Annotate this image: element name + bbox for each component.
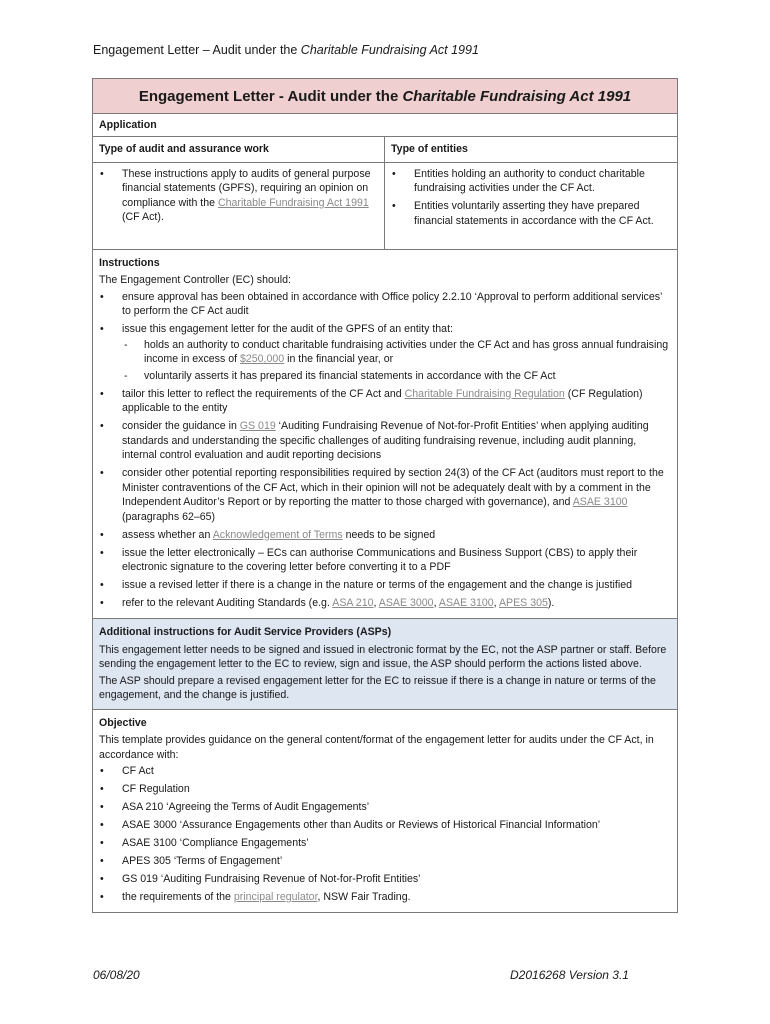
threshold-link[interactable]: $250,000: [239, 353, 285, 365]
objective-item: • ASAE 3100 ‘Compliance Engagements’: [99, 836, 671, 851]
entity-type-column: [385, 137, 677, 249]
header-text: Engagement Letter – Audit under the: [93, 43, 301, 57]
instruction-item: • issue a revised letter if there is a change in the nature or terms of the engagement and the change is justified: [99, 578, 671, 593]
text: ‘Auditing Fundraising Revenue of Not-for-Profit Entities’ when applying auditing standards and understanding the specific challenges of auditing fundraising revenue, including audit planning, internal control evaluation and audit reporting decisions: [122, 420, 649, 461]
instruction-item: [99, 387, 671, 416]
instructions-section: [93, 250, 677, 620]
text: (CF Regulation) applicable to the entity: [122, 387, 643, 414]
text: ,: [493, 597, 499, 609]
objective-item: • ASA 210 ‘Agreeing the Terms of Audit Engagements’: [99, 800, 671, 815]
footer-doc-id: D2016268 Version 3.1: [510, 968, 629, 982]
text: needs to be signed: [342, 528, 436, 541]
text: consider other potential reporting responsibilities required by section 24(3) of the CF Act (auditors must report to the Minister contraventions of the CF Act, which in their opinion will not be adequately dealt with by a comment in the Independent Auditor’s Report or by reporting the matter to those charged with governance), and: [122, 467, 664, 508]
instruction-item: [99, 528, 671, 543]
apes-305-link[interactable]: APES 305: [498, 597, 548, 609]
instruction-subitem: - voluntarily asserts it has prepared its financial statements in accordance with the CF Act: [122, 369, 671, 384]
text: issue this engagement letter for the audit of the GPFS of an entity that:: [122, 323, 453, 335]
objective-item: • CF Act: [99, 764, 671, 779]
asae-3100-link[interactable]: ASAE 3100: [572, 496, 628, 508]
text: These instructions apply to audits of general purpose financial statements (GPFS), requiring an opinion on compliance with the: [122, 167, 371, 209]
asp-paragraph: The ASP should prepare a revised engagement letter for the EC to reissue if there is a change in nature or terms of the engagement, and the change is justified.: [99, 674, 656, 701]
entity-type-item: • Entities voluntarily asserting they have prepared financial statements in accordance with the CF Act.: [391, 199, 671, 228]
text: ,: [373, 597, 379, 609]
text: the requirements of the: [122, 891, 234, 903]
instruction-item: • ensure approval has been obtained in accordance with Office policy 2.2.10 ‘Approval to perform additional services’ to perform the CF Act audit: [99, 290, 671, 319]
objective-item: • ASAE 3000 ‘Assurance Engagements other than Audits or Reviews of Historical Financial Information’: [99, 818, 671, 833]
instruction-item: [99, 596, 671, 611]
text: in the financial year, or: [284, 353, 394, 365]
audit-work-column: [93, 137, 385, 249]
text: tailor this letter to reflect the requirements of the CF Act and: [122, 387, 405, 400]
text: assess whether an: [122, 528, 213, 541]
objective-section: [93, 710, 677, 913]
instruction-item: [99, 466, 671, 524]
cf-act-link[interactable]: Charitable Fundraising Act 1991: [217, 196, 369, 209]
document-title: [93, 79, 677, 114]
gs-019-link[interactable]: GS 019: [239, 420, 276, 432]
text: (CF Act).: [122, 211, 164, 223]
acknowledgement-of-terms-link[interactable]: Acknowledgement of Terms: [212, 528, 343, 541]
asp-heading: Additional instructions for Audit Service Providers (ASPs): [99, 626, 392, 638]
objective-item: • GS 019 ‘Auditing Fundraising Revenue of Not-for-Profit Entities’: [99, 872, 671, 887]
asp-paragraph: This engagement letter needs to be signed and issued in electronic format by the EC, not the ASP partner or staff. Before sending the engagement letter to the EC to review, sign and issue, the ASP should perform the actions listed above.: [99, 643, 667, 670]
asae-3000-link[interactable]: ASAE 3000: [378, 597, 434, 609]
objective-heading: Objective: [99, 716, 147, 729]
text: , NSW Fair Trading.: [317, 891, 411, 903]
objective-item: [99, 890, 671, 905]
objective-item: • APES 305 ‘Terms of Engagement’: [99, 854, 671, 869]
audit-work-heading: Type of audit and assurance work: [93, 137, 384, 163]
audit-work-item: [99, 167, 378, 225]
asa-210-link[interactable]: ASA 210: [332, 597, 374, 609]
entity-type-heading: Type of entities: [385, 137, 677, 163]
instructions-heading: Instructions: [99, 256, 160, 269]
asae-3100-link[interactable]: ASAE 3100: [438, 597, 494, 609]
instruction-item: [99, 322, 671, 383]
instructions-intro: The Engagement Controller (EC) should:: [99, 274, 291, 286]
application-section: [93, 137, 677, 250]
engagement-letter-table: [92, 78, 678, 913]
text: ,: [433, 597, 439, 609]
footer-date: 06/08/20: [93, 968, 140, 982]
text: ).: [547, 597, 555, 609]
instruction-item: [99, 419, 671, 463]
instruction-subitem: [122, 338, 671, 367]
text: (paragraphs 62–65): [122, 510, 216, 523]
text: holds an authority to conduct charitable fundraising activities under the CF Act and has gross annual fundraising income in excess of: [144, 338, 669, 365]
header-act: Charitable Fundraising Act 1991: [300, 43, 479, 57]
entity-type-item: • Entities holding an authority to conduct charitable fundraising activities under the CF Act.: [391, 167, 671, 196]
text: refer to the relevant Auditing Standards (e.g.: [122, 597, 333, 609]
title-act: Charitable Fundraising Act 1991: [402, 87, 632, 105]
title-text: Engagement Letter - Audit under the: [138, 87, 399, 105]
asp-section: [93, 619, 677, 710]
instruction-item: • issue the letter electronically – ECs can authorise Communications and Business Support (CBS) to apply their electronic signature to the covering letter before converting it to a PDF: [99, 546, 671, 575]
running-header: [93, 43, 479, 57]
objective-intro: This template provides guidance on the general content/format of the engagement letter for audits under the CF Act, in accordance with:: [99, 734, 654, 761]
principal-regulator-link[interactable]: principal regulator: [233, 891, 318, 903]
text: consider the guidance in: [122, 420, 240, 432]
objective-item: • CF Regulation: [99, 782, 671, 797]
application-heading: Application: [93, 114, 677, 137]
cf-regulation-link[interactable]: Charitable Fundraising Regulation: [404, 387, 565, 400]
